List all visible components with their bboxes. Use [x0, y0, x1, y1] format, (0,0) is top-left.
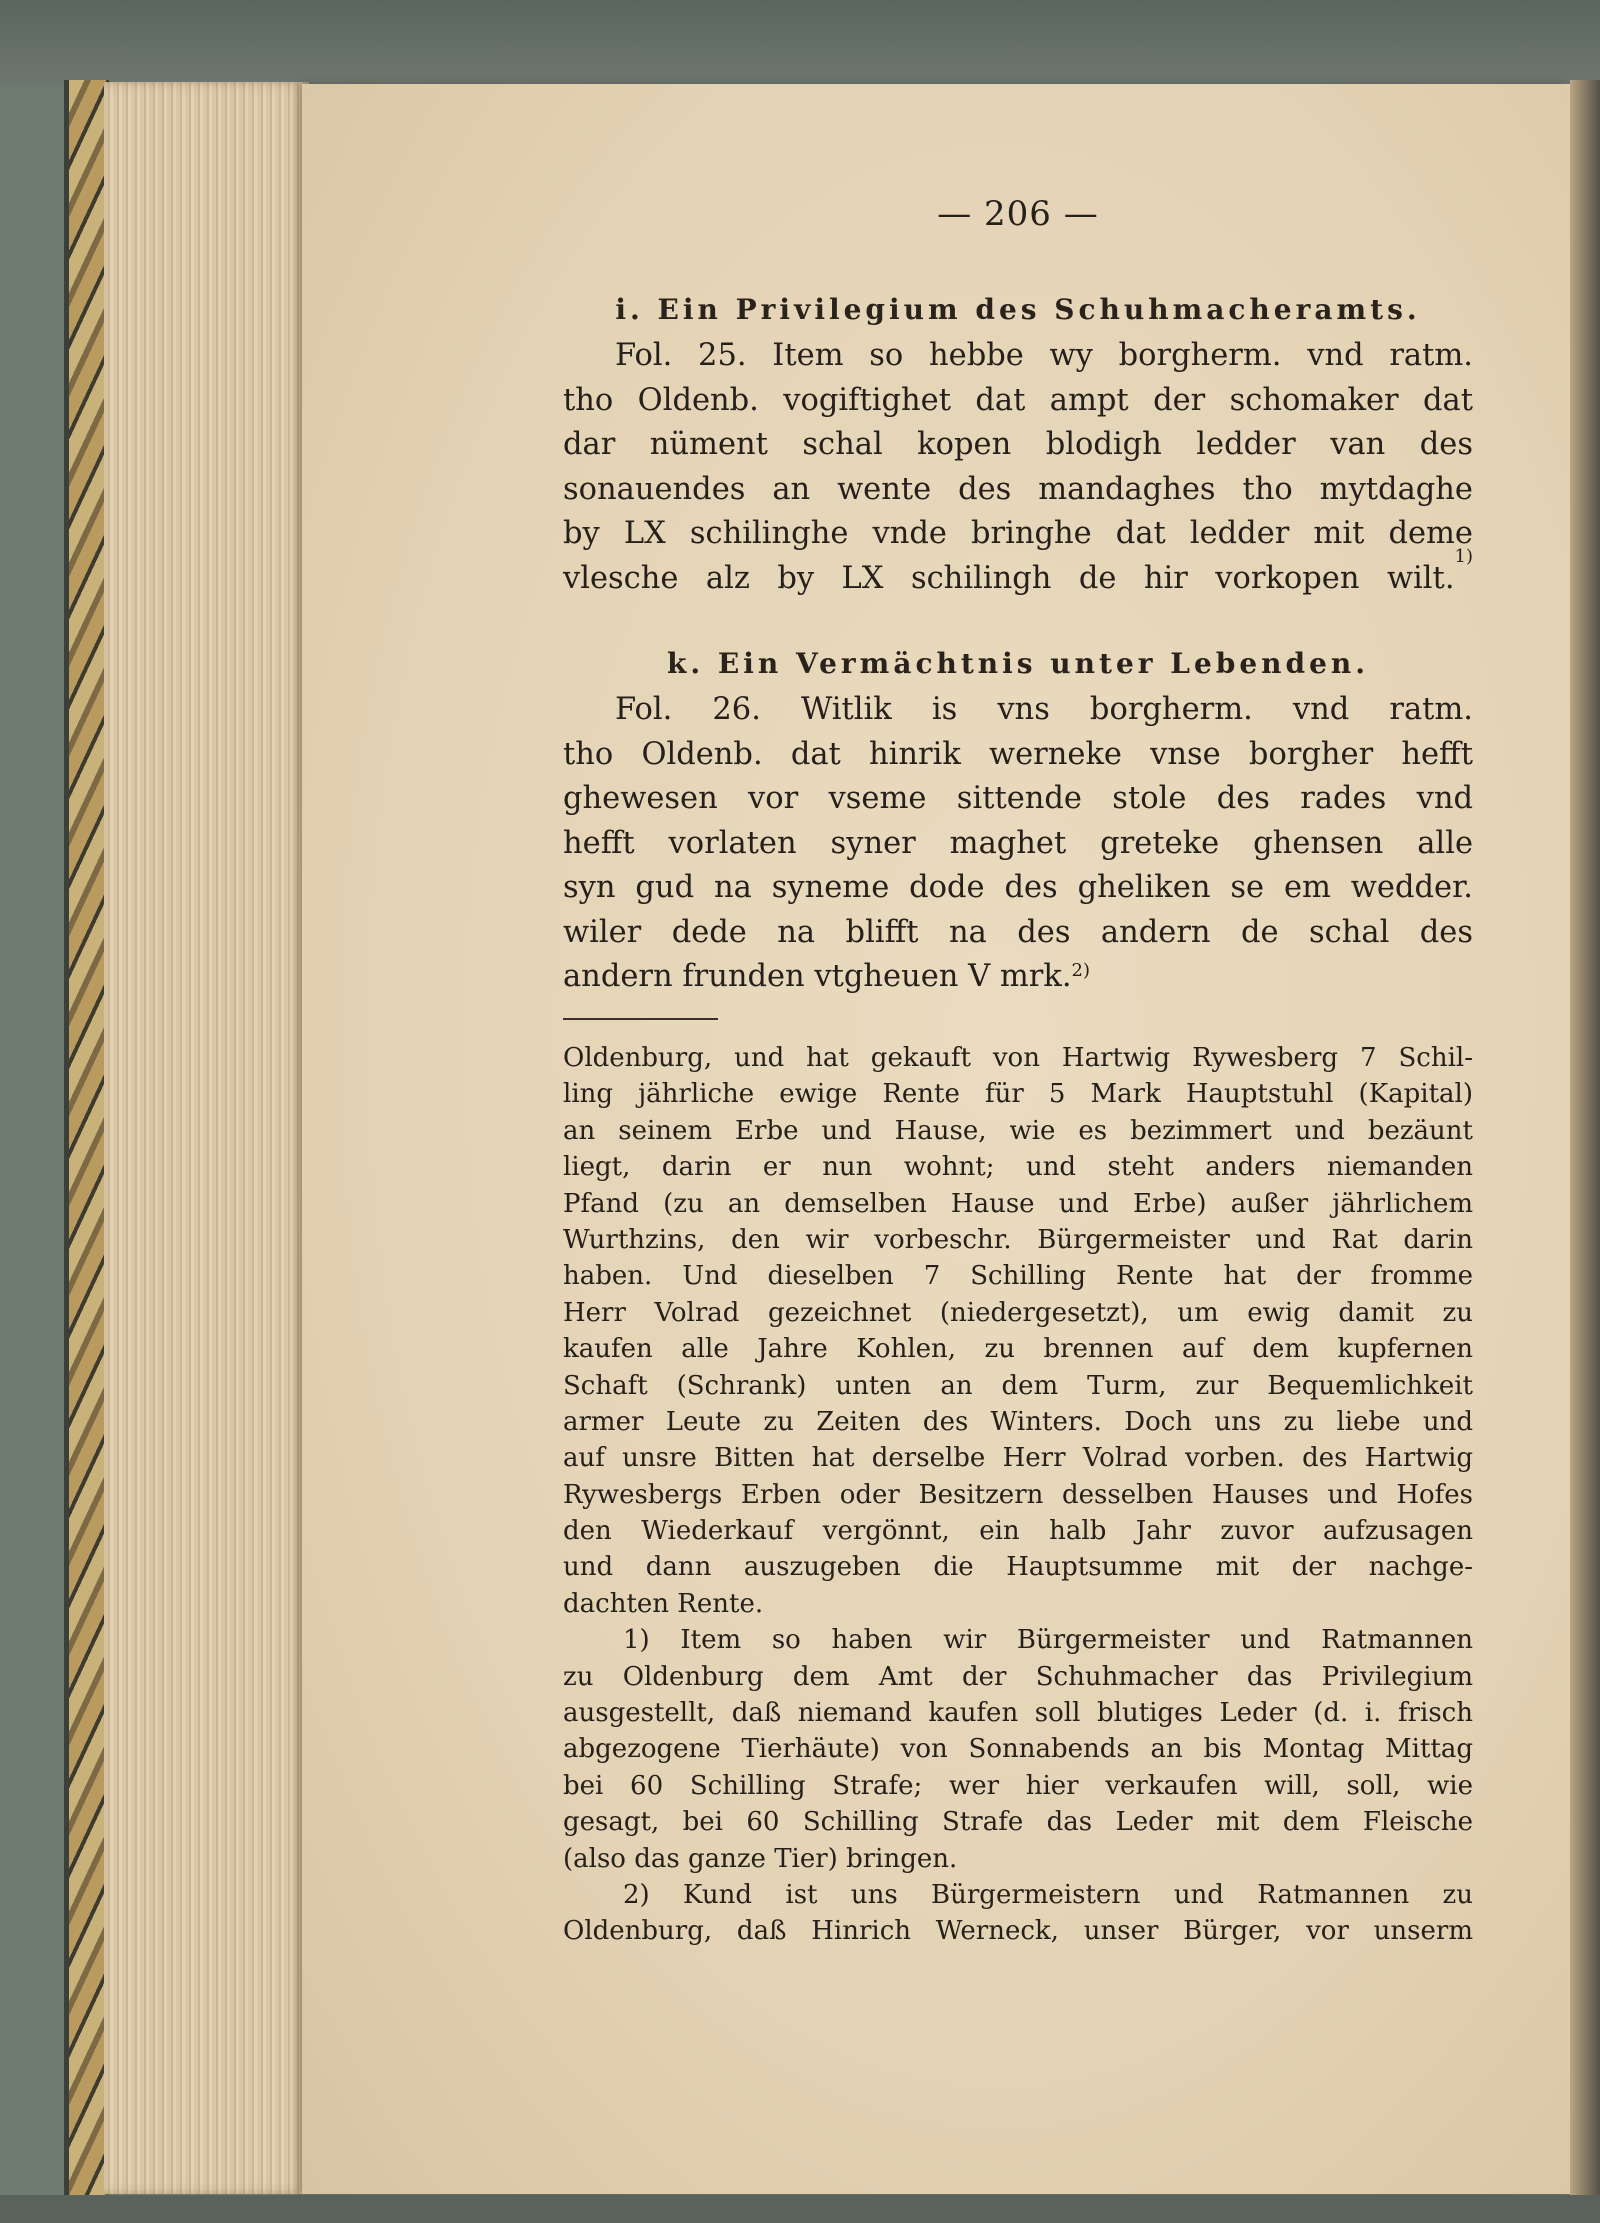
footnote-line: Pfand (zu an demselben Hause und Erbe) außer jährlichem [563, 1188, 1473, 1219]
footnote-1-line: bei 60 Schilling Strafe; wer hier verkaufen will, soll, wie [563, 1770, 1473, 1801]
footnote-rule [563, 1018, 718, 1020]
footnote-1-line: ausgestellt, daß niemand kaufen soll blutiges Leder (d. i. frisch [563, 1698, 1473, 1729]
page-number: — 206 — [937, 194, 1099, 234]
stacked-page-edges [104, 82, 309, 2194]
footnote-line: Rywesbergs Erben oder Besitzern desselben Hauses und Hofes [563, 1479, 1473, 1510]
text-line: tho Oldenb. vogiftighet dat ampt der schomaker dat [563, 382, 1473, 418]
section-k-heading: k. Ein Vermächtnis unter Lebenden. [666, 647, 1370, 680]
text-line: by LX schilinghe vnde bringhe dat ledder mit deme [563, 516, 1473, 551]
footnote-line: liegt, darin er nun wohnt; und steht anders niemanden [563, 1152, 1473, 1183]
text-line: tho Oldenb. dat hinrik werneke vnse borgher hefft [563, 736, 1473, 772]
book-cover-top [0, 0, 1600, 85]
footnote-mark: 2) [1071, 960, 1091, 981]
footnote-2-line: 2) Kund ist uns Bürgermeistern und Ratmannen zu [623, 1879, 1473, 1910]
footnote-line: Schaft (Schrank) unten an dem Turm, zur Bequemlichkeit [563, 1370, 1473, 1401]
text-line: Fol. 25. Item so hebbe wy borgherm. vnd ratm. [615, 338, 1473, 373]
footnote-mark: 1) [1454, 545, 1473, 567]
footnote-line: haben. Und dieselben 7 Schilling Rente hat der fromme [563, 1261, 1473, 1292]
footnote-2-line: Oldenburg, daß Hinrich Werneck, unser Bürger, vor unserm [563, 1916, 1473, 1947]
section-k-body [563, 688, 1473, 1000]
footnote-line: an seinem Erbe und Hause, wie es bezimmert und bezäunt [563, 1115, 1473, 1146]
footnote-line: dachten Rente. [563, 1588, 764, 1619]
footnote-line: Wurthzins, den wir vorbeschr. Bürgermeister und Rat darin [563, 1224, 1473, 1255]
text-line: syn gud na syneme dode des gheliken se em wedder. [563, 870, 1473, 905]
footnote-line: Oldenburg, und hat gekauft von Hartwig Rywesberg 7 Schil- [563, 1043, 1473, 1073]
section-i-body [563, 334, 1473, 601]
footnote-line: auf unsre Bitten hat derselbe Herr Volrad vorben. des Hartwig [563, 1443, 1473, 1474]
marbled-book-edge [64, 80, 109, 2200]
footnote-1-line: zu Oldenburg dem Amt der Schuhmacher das Privilegium [563, 1661, 1473, 1692]
text-line-last [563, 955, 1473, 1000]
footnote-1-line: abgezogene Tierhäute) von Sonnabends an bis Montag Mittag [563, 1734, 1473, 1765]
text-line: hefft vorlaten syner maghet greteke ghensen alle [563, 825, 1473, 861]
footnote-line: den Wiederkauf vergönnt, ein halb Jahr zuvor aufzusagen [563, 1516, 1473, 1547]
book-cover-bottom [0, 2195, 1600, 2223]
text-line: dar nüment schal kopen blodigh ledder van des [563, 427, 1473, 462]
text-line: sonauendes an wente des mandaghes tho mytdaghe [563, 471, 1473, 507]
footnote-line: Herr Volrad gezeichnet (niedergesetzt), um ewig damit zu [563, 1297, 1473, 1328]
footnote-line: kaufen alle Jahre Kohlen, zu brennen auf dem kupfernen [563, 1334, 1473, 1365]
footnote-1-line: gesagt, bei 60 Schilling Strafe das Leder mit dem Fleische [563, 1807, 1473, 1838]
page-gutter [1570, 80, 1600, 2198]
footnote-line: ling jährliche ewige Rente für 5 Mark Hauptstuhl (Kapital) [563, 1079, 1473, 1110]
text-line-content: andern frunden vtgheuen V mrk. [563, 959, 1072, 994]
section-i-heading: i. Ein Privilegium des Schuhmacheramts. [615, 293, 1421, 326]
text-line: Fol. 26. Witlik is vns borgherm. vnd ratm. [615, 692, 1473, 727]
text-line: ghewesen vor vseme sittende stole des rades vnd [563, 781, 1473, 816]
footnote-line: armer Leute zu Zeiten des Winters. Doch uns zu liebe und [563, 1406, 1473, 1437]
footnote-line: und dann auszugeben die Hauptsumme mit der nachge- [563, 1552, 1473, 1583]
text-line: wiler dede na blifft na des andern de schal des [563, 914, 1473, 950]
text-line-last [563, 545, 1473, 602]
footnote-1-line: (also das ganze Tier) bringen. [563, 1843, 958, 1874]
footnotes [563, 1040, 1473, 1950]
footnote-1-line: 1) Item so haben wir Bürgermeister und Ratmannen [623, 1625, 1473, 1656]
text-line-content: vlesche alz by LX schilingh de hir vorkopen wilt. [563, 560, 1455, 596]
